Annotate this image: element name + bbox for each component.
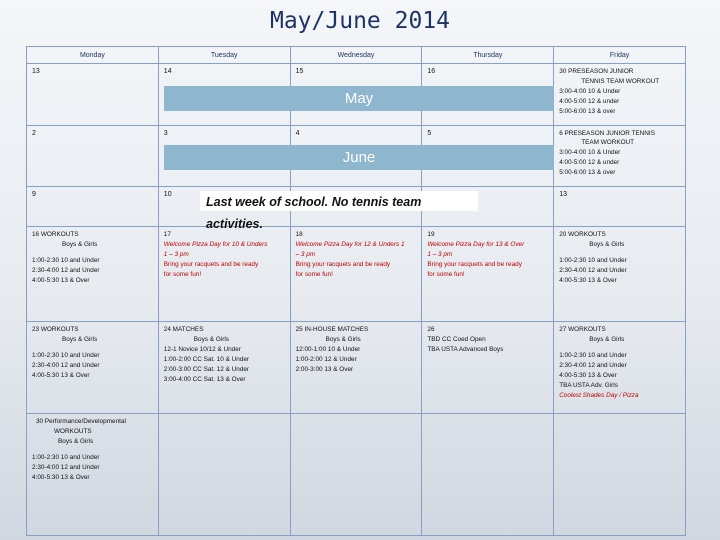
day-number: 13 — [559, 191, 567, 199]
event-line: 12-1 Novice 10/12 & Under — [163, 346, 241, 353]
day-number: 17 — [163, 231, 171, 239]
event-line: 2:30-4:00 12 and Under — [32, 463, 100, 471]
event-line: 2:30-4:00 12 and Under — [559, 361, 627, 369]
cell-jul-3 — [422, 413, 554, 535]
event-line: Boys & Girls — [62, 336, 98, 344]
cell-may-30 — [554, 64, 686, 126]
event-title: 20 WORKOUTS — [559, 231, 606, 239]
cell-jun-18 — [290, 227, 422, 322]
day-number: 15 — [295, 68, 304, 75]
day-header-friday: Friday — [554, 47, 686, 64]
event-line: 2:30-4:00 12 and Under — [559, 267, 627, 275]
event-line: Boys & Girls — [193, 336, 229, 344]
event-line: – 3 pm — [295, 251, 316, 259]
cell-may-13 — [27, 64, 159, 126]
cell-jun-19 — [422, 227, 554, 322]
event-line: 1:00-2:30 10 and Under — [559, 257, 627, 265]
cell-jul-2 — [290, 413, 422, 535]
event-title: TENNIS TEAM WORKOUT — [581, 77, 660, 85]
event-line: for some fun! — [427, 271, 465, 279]
day-header-wednesday: Wednesday — [290, 47, 422, 64]
event-line: 12:00-1:00 10 & Under — [295, 346, 361, 353]
day-number: 10 — [163, 191, 172, 199]
event-title: Welcome Pizza Day for 12 & Unders 1 — [295, 241, 405, 249]
day-header-tuesday: Tuesday — [158, 47, 290, 64]
cell-jun-16 — [27, 227, 159, 322]
event-line: Bring your racquets and be ready — [427, 261, 522, 269]
day-header-thursday: Thursday — [422, 47, 554, 64]
day-number: 5 — [427, 129, 432, 137]
june-month-band: June — [164, 145, 554, 170]
cell-jun-24 — [158, 322, 290, 414]
calendar-grid — [26, 46, 686, 536]
event-line: 5:00-6:00 13 & over — [559, 169, 616, 177]
event-title: 23 WORKOUTS — [32, 326, 79, 334]
event-line: 4:00-5:30 13 & Over — [32, 277, 90, 285]
event-title: 25 IN-HOUSE MATCHES — [295, 326, 369, 334]
event-line: 4:00-5:00 12 & under — [559, 97, 620, 105]
cell-jun-2 — [27, 125, 159, 187]
day-number: 2 — [32, 129, 36, 137]
cell-jun-26 — [422, 322, 554, 414]
event-line: Boys & Girls — [589, 241, 625, 249]
cell-jun-27 — [554, 322, 686, 414]
event-line: 4:00-5:30 13 & Over — [32, 371, 90, 379]
cell-jul-4 — [554, 413, 686, 535]
event-line: 3:00-4:00 CC Sat. 13 & Over — [163, 375, 246, 383]
day-number: 14 — [163, 68, 172, 75]
event-title: 30 Performance/Developmental — [36, 417, 126, 425]
event-line: Boys & Girls — [62, 241, 98, 249]
event-line: 5:00-6:00 13 & over — [559, 107, 616, 115]
event-line: 2:00-3:00 CC Sat. 12 & Under — [163, 365, 250, 373]
event-title: Welcome Pizza Day for 10 & Unders — [163, 241, 268, 249]
may-month-band: May — [164, 86, 554, 111]
event-line: Bring your racquets and be ready — [295, 261, 391, 269]
day-number: 4 — [295, 129, 300, 137]
event-title: Welcome Pizza Day for 13 & Over — [427, 241, 525, 249]
event-line: 3:00-4:00 10 & Under — [559, 87, 621, 95]
event-line: 4:00-5:30 13 & Over — [559, 277, 617, 285]
event-line: 2:00-3:00 13 & Over — [295, 365, 354, 373]
event-line: 1:00-2:30 10 and Under — [32, 453, 100, 461]
cell-jun-13 — [554, 187, 686, 227]
cell-jun-23 — [27, 322, 159, 414]
cell-jun-30 — [27, 413, 159, 535]
event-line: 1 – 3 pm — [427, 251, 453, 259]
event-line: 3:00-4:00 10 & Under — [559, 149, 621, 157]
cell-jun-20 — [554, 227, 686, 322]
event-line: TBD CC Coed Open — [427, 336, 486, 344]
event-line: Boys & Girls — [58, 437, 94, 445]
event-line: 1 – 3 pm — [163, 251, 189, 259]
cell-jun-6 — [554, 125, 686, 187]
cell-jun-25 — [290, 322, 422, 414]
day-header-monday: Monday — [27, 47, 159, 64]
cell-jun-9 — [27, 187, 159, 227]
event-line: Boys & Girls — [589, 336, 625, 344]
cell-jul-1 — [158, 413, 290, 535]
event-title: 16 WORKOUTS — [32, 231, 79, 239]
day-number: 9 — [32, 191, 36, 199]
event-line: 4:00-5:30 13 & Over — [559, 371, 617, 379]
event-title: TEAM WORKOUT — [581, 139, 635, 147]
event-line: 1:00-2:30 10 and Under — [32, 257, 100, 265]
day-number: 16 — [427, 68, 436, 75]
event-line: 1:00-2:30 10 and Under — [32, 352, 100, 359]
event-title: 27 WORKOUTS — [559, 326, 606, 334]
event-line: Boys & Girls — [325, 336, 361, 344]
day-number: 3 — [163, 129, 168, 137]
page-title: May/June 2014 — [269, 8, 450, 34]
event-title: 30 PRESEASON JUNIOR — [559, 68, 634, 75]
last-week-notice: Last week of school. No tennis team activities. — [200, 191, 478, 211]
cell-jun-17 — [158, 227, 290, 322]
event-line: 4:00-5:30 13 & Over — [32, 473, 90, 481]
day-number: 19 — [427, 231, 435, 239]
event-line: 2:30-4:00 12 and Under — [32, 361, 100, 369]
day-number: 18 — [295, 231, 303, 239]
event-title: 24 MATCHES — [163, 326, 204, 334]
event-line: Bring your racquets and be ready — [163, 261, 259, 269]
event-line: 1:00-2:00 CC Sat. 10 & Under — [163, 355, 250, 363]
event-line: for some fun! — [163, 271, 202, 279]
event-line: 2:30-4:00 12 and Under — [32, 267, 100, 275]
event-line: TBA USTA Advanced Boys — [427, 346, 504, 353]
day-number: 13 — [32, 68, 40, 75]
event-line: TBA USTA Adv. Girls — [559, 381, 618, 389]
day-number: 26 — [427, 326, 435, 334]
event-line: for some fun! — [295, 271, 333, 279]
event-line: WORKOUTS — [54, 427, 92, 435]
event-line: Coolest Shades Day / Pizza — [559, 391, 639, 399]
event-line: 1:00-2:30 10 and Under — [559, 352, 627, 359]
event-title: 6 PRESEASON JUNIOR TENNIS — [559, 129, 655, 137]
event-line: 4:00-5:00 12 & under — [559, 159, 620, 167]
event-line: 1:00-2:00 12 & Under — [295, 355, 357, 363]
